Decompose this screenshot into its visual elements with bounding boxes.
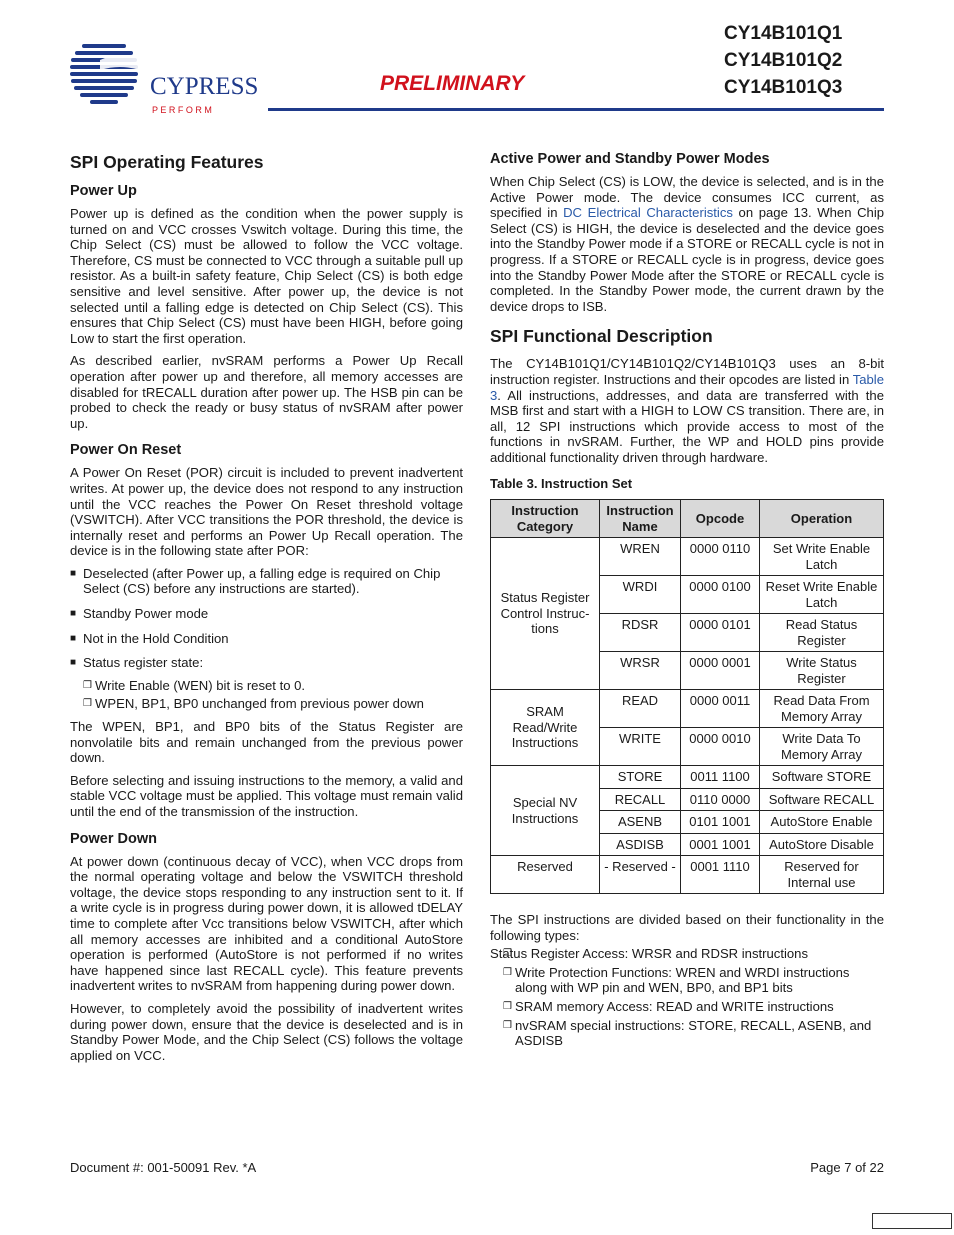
list-item: ❒ Write Protection Functions: WREN and WRDI instructions along with WP pin and WEN, BP0, and BP1 bits — [490, 965, 884, 996]
operation-cell: Set Write Enable Latch — [760, 538, 884, 576]
header-rule — [268, 108, 884, 111]
instruction-cell: RDSR — [600, 614, 681, 652]
table-header-row — [491, 500, 884, 538]
opcode-cell: 0000 0110 — [681, 538, 760, 576]
paragraph: The WPEN, BP1, and BP0 bits of the Status Register are nonvolatile bits and remain unchanged from the previous power down. — [70, 719, 463, 766]
text-run: When Chip Select (CS) is LOW, the device is selected, and is in the Active Power mode. The device consumes ICC current, as specified in — [490, 174, 884, 221]
part-numbers — [724, 20, 884, 101]
instruction-set-table — [490, 499, 884, 894]
list-item: ❒ nvSRAM special instructions: STORE, RECALL, ASENB, and ASDISB — [490, 1018, 884, 1049]
part-number: CY14B101Q3 — [724, 77, 843, 98]
right-column — [490, 150, 884, 1056]
instruction-cell: READ — [600, 690, 681, 728]
operation-cell: AutoStore Disable — [760, 833, 884, 856]
operation-cell: Software STORE — [760, 766, 884, 789]
instruction-cell: ASENB — [600, 811, 681, 834]
operation-cell: Reset Write Enable Latch — [760, 576, 884, 614]
operation-cell: Software RECALL — [760, 788, 884, 811]
instruction-cell: WRITE — [600, 728, 681, 766]
footer-box — [872, 1213, 952, 1229]
list-item: ❒ Status Register Access: WRSR and RDSR instructions — [490, 946, 884, 962]
dc-characteristics-link[interactable]: DC Electrical Characteristics — [563, 205, 733, 221]
table-row — [491, 856, 884, 894]
table-row — [491, 538, 884, 576]
section-title: SPI Functional Description — [490, 326, 713, 347]
part-number: CY14B101Q2 — [724, 50, 843, 71]
page-number: Page 7 of 22 — [810, 1160, 884, 1175]
operation-cell: Write Data To Memory Array — [760, 728, 884, 766]
document-number: Document #: 001-50091 Rev. *A — [70, 1160, 257, 1175]
opcode-cell: 0001 1001 — [681, 833, 760, 856]
text-run: . All instructions, addresses, and data are transferred with the MSB first and start with a HIGH to LOW CS transition. There are, in all, 12 SPI instructions which provide access to most of the functions in nvSRAM. Further, the WP and HOLD pins provide additional functionality driven through hardware. — [490, 387, 884, 465]
instruction-cell: RECALL — [600, 788, 681, 811]
paragraph — [490, 174, 884, 314]
subsection-heading: Power Up — [70, 183, 137, 199]
left-column — [70, 150, 463, 1070]
list-item: ■ Not in the Hold Condition — [70, 631, 463, 647]
category-cell: Status Register Control Instruc-tions — [491, 538, 600, 690]
table-caption: Table 3. Instruction Set — [490, 475, 633, 491]
paragraph: As described earlier, nvSRAM performs a Power Up Recall operation after power up and therefore, all memory accesses are disabled for tRECALL duration after power up. The HSB pin can be probed to check the ready or busy status of nvSRAM after power up. — [70, 353, 463, 431]
list-item: ❒ Write Enable (WEN) bit is reset to 0. — [70, 678, 463, 694]
paragraph: Power up is defined as the condition when the power supply is turned on and VCC crosses Vswitch voltage. During this time, the Chip Select (CS) must be allowed to follow the VCC voltage. Therefore, CS must be connected to VCC through a suitable pull up resistor. As a built-in safety feature, Chip Select (CS) is both edge sensitive and level sensitive. After power up, the device is not selected until a falling edge is detected on Chip Select (CS). This ensures that Chip Select (CS) must have been HIGH, before going Low to start the first operation. — [70, 206, 463, 346]
list-item: ■ Standby Power mode — [70, 606, 463, 622]
section-title: SPI Operating Features — [70, 152, 264, 172]
column-header: Operation — [760, 500, 884, 538]
opcode-cell: 0000 0001 — [681, 652, 760, 690]
list-item: ❒ SRAM memory Access: READ and WRITE instructions — [490, 999, 884, 1015]
opcode-cell: 0011 1100 — [681, 766, 760, 789]
instruction-types-list — [490, 946, 884, 1049]
part-number: CY14B101Q1 — [724, 23, 843, 44]
preliminary-label: PRELIMINARY — [380, 72, 525, 95]
table-row — [491, 690, 884, 728]
operation-cell: Reserved for Internal use — [760, 856, 884, 894]
opcode-cell: 0110 0000 — [681, 788, 760, 811]
opcode-cell: 0000 0011 — [681, 690, 760, 728]
category-cell: Special NV Instructions — [491, 766, 600, 856]
subsection-heading: Power Down — [70, 830, 158, 847]
paragraph: A Power On Reset (POR) circuit is included to prevent inadvertent writes. At power up, the device does not respond to any instruction until the VCC reaches the Power On Reset threshold voltage (VSWITCH). After VCC transitions the POR threshold, the device is internally reset and performs an Power Up Recall operation. The device is in the following state after POR: — [70, 465, 463, 559]
instruction-cell: - Reserved - — [600, 856, 681, 894]
column-header: Instruction Category — [491, 500, 600, 538]
paragraph: At power down (continuous decay of VCC), when VCC drops from the normal operating voltage and below the VSWITCH threshold voltage, the device stops responding to any instruction sent to it. If a write cycle is in progress during power down, it is allowed tDELAY time to complete after Vcc transitions below VSWITCH, after which all memory accesses are inhibited and a conditional AutoStore operation is performed (AutoStore is not performed if no writes have happened since last RECALL cycle). This feature prevents inadvertent writes to nvSRAM from happening during power down. — [70, 853, 463, 994]
opcode-cell: 0000 0010 — [681, 728, 760, 766]
subsection-heading: Power On Reset — [70, 442, 182, 459]
subsection-heading: Active Power and Standby Power Modes — [490, 151, 770, 167]
opcode-cell: 0101 1001 — [681, 811, 760, 834]
list-item: ■ Status register state: — [70, 655, 463, 671]
table-3-link[interactable]: Table 3 — [490, 371, 884, 403]
list-item: ❒ WPEN, BP1, BP0 unchanged from previous power down — [70, 696, 463, 712]
column-header: Instruction Name — [600, 500, 681, 538]
operation-cell: Read Status Register — [760, 614, 884, 652]
paragraph: Before selecting and issuing instructions to the memory, a valid and stable VCC voltage must be applied. This voltage must remain valid until the end of the transmission of the instruction. — [70, 772, 463, 819]
paragraph — [490, 356, 884, 465]
text-run: on page 13. When Chip Select (CS) is HIGH, the device is deselected and the device goes into the Standby Power mode if a STORE or RECALL cycle is not in progress. If a STORE or RECALL cycle is in progress, device goes into the Standby Power Mode after the STORE or RECALL cycle is completed. In the Standby Power mode, the current drawn by the device drops to ISB. — [490, 205, 885, 314]
operation-cell: Write Status Register — [760, 652, 884, 690]
column-header: Opcode — [681, 500, 760, 538]
instruction-cell: STORE — [600, 766, 681, 789]
text-run: The CY14B101Q1/CY14B101Q2/CY14B101Q3 uses an 8-bit instruction register. Instructions and their opcodes are listed in — [490, 356, 884, 387]
instruction-cell: WREN — [600, 538, 681, 576]
category-cell: Reserved — [491, 856, 600, 894]
instruction-cell: ASDISB — [600, 833, 681, 856]
operation-cell: Read Data From Memory Array — [760, 690, 884, 728]
logo-wordmark: CYPRESS — [150, 73, 259, 100]
paragraph: However, to completely avoid the possibility of inadvertent writes during power down, ensure that the device is deselected and is in Standby Power Mode, and the Chip Select (CS) follows the voltage applied on VCC. — [70, 1000, 463, 1063]
opcode-cell: 0000 0101 — [681, 614, 760, 652]
instruction-cell: WRDI — [600, 576, 681, 614]
logo-tagline: P E R F O R M — [152, 105, 212, 115]
sub-list — [70, 678, 463, 712]
instruction-cell: WRSR — [600, 652, 681, 690]
cypress-logo — [70, 40, 260, 120]
opcode-cell: 0000 0100 — [681, 576, 760, 614]
table-row — [491, 766, 884, 789]
operation-cell: AutoStore Enable — [760, 811, 884, 834]
opcode-cell: 0001 1110 — [681, 856, 760, 894]
category-cell: SRAM Read/Write Instructions — [491, 690, 600, 766]
bullet-list — [70, 566, 463, 671]
list-item: ■ Deselected (after Power up, a falling edge is required on Chip Select (CS) before any instructions are started). — [70, 566, 463, 597]
paragraph: The SPI instructions are divided based on their functionality in the following types: — [490, 912, 884, 943]
